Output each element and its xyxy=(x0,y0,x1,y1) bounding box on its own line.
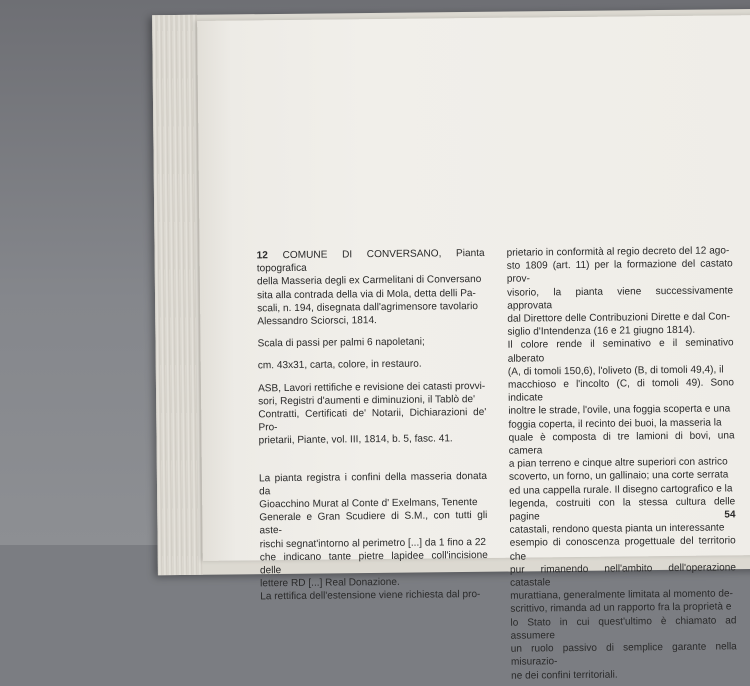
body-line: esempio di conoscenza progettuale del territorio che xyxy=(509,535,736,563)
body-line: lettere RD [...] Real Donazione. xyxy=(260,577,400,590)
body-line: prietario in conformità al regio decreto del 12 ago- xyxy=(506,245,730,259)
body-line: che indicano tante pietre lapidee coll'incisione delle xyxy=(259,549,488,577)
body-line: un ruolo passivo di semplice garante nella misurazio- xyxy=(510,641,737,668)
scale-line: Scala di passi per palmi 6 napoletani; xyxy=(257,336,425,350)
body-line: (A, di tomoli 150,6), l'oliveto (B, di tomoli 49,4), il xyxy=(507,364,724,378)
page-number: 54 xyxy=(724,509,736,521)
body-line: siglio d'Intendenza (16 e 21 giugno 1814). xyxy=(507,324,696,338)
body-line: Il colore rende il seminativo e il seminativo alberato xyxy=(507,337,734,365)
body-line: murattiana, generalmente limitata al momento de- xyxy=(510,588,734,602)
asb-line-3: Contratti, Certificati de' Notarii, Dichiarazioni de' Pro- xyxy=(258,406,487,434)
asb-line-1: ASB, Lavori rettifiche e revisione dei catasti provvi- xyxy=(257,380,486,394)
book-page xyxy=(197,15,750,682)
asb-line-2: sori, Registri d'aumenti e diminuzioni, il Tablò de' xyxy=(258,393,476,408)
entry-line-5: Alessandro Sciorsci, 1814. xyxy=(257,315,377,328)
asb-line-4: prietarii, Piante, vol. III, 1814, b. 5, fasc. 41. xyxy=(258,433,453,447)
format-line: cm. 43x31, carta, colore, in restauro. xyxy=(257,359,422,372)
body-line: scrittivo, rimanda ad un rapporto fra la proprietà e xyxy=(510,601,732,616)
body-line: sto 1809 (art. 11) per la formazione del castato prov- xyxy=(506,258,733,286)
left-column xyxy=(257,247,489,604)
body-line: La pianta registra i confini della masseria donata da xyxy=(258,470,488,498)
body-line: quale è composta di tre lamioni di bovi, una camera xyxy=(508,430,735,457)
body-line: inoltre le strade, l'ovile, una foggia scoperta e una xyxy=(508,403,731,418)
body-line: Generale e Gran Scudiere di S.M., con tutti gli aste- xyxy=(259,510,488,537)
body-line: pur rimanendo nell'ambito dell'operazione catastale xyxy=(509,562,737,589)
body-line: lo Stato in cui quest'ultimo è chiamato ad assumere xyxy=(510,615,737,642)
body-line: foggia coperta, il recinto dei buoi, la masseria la xyxy=(508,417,722,431)
body-line: ed una cappella rurale. Il disegno cartografico e la xyxy=(509,483,733,497)
body-line: scoverto, un forno, un gallinaio; una corte serrata xyxy=(508,469,729,484)
entry-line-4: scali, n. 194, disegnata dall'agrimensore tavolario xyxy=(257,300,479,315)
body-line: dal Direttore delle Contribuzioni Dirette e dal Con- xyxy=(507,311,731,325)
body-line: visorio, la pianta viene successivamente approvata xyxy=(506,284,734,312)
body-line: a pian terreno e cinque altre superiori con astrico xyxy=(508,456,728,470)
body-line: Gioacchino Murat al Conte d' Exelmans, Tenente xyxy=(259,497,478,511)
entry-number: 12 xyxy=(256,250,268,262)
body-line: rischi segnat'intorno al perimetro [...] da 1 fino a 22 xyxy=(259,536,487,550)
entry-line-3: sita alla contrada della via di Mola, detta delli Pa- xyxy=(257,287,476,301)
body-line: legenda, costruiti con la stessa cultura delle pagine xyxy=(509,496,736,523)
body-line: ne dei confini territoriali. xyxy=(511,669,618,682)
body-line: macchioso e l'incolto (C, di tomoli 49). Sono indicate xyxy=(507,377,735,404)
entry-line-1: 12 COMUNE DI CONVERSANO, Pianta topografica xyxy=(256,247,485,275)
body-line: catastali, rendono questa pianta un interessante xyxy=(509,522,725,536)
entry-line-2: della Masseria degli ex Carmelitani di Conversano xyxy=(256,274,482,288)
right-column xyxy=(507,244,738,682)
body-line: La rettifica dell'estensione viene richiesta dal pro- xyxy=(260,589,481,603)
